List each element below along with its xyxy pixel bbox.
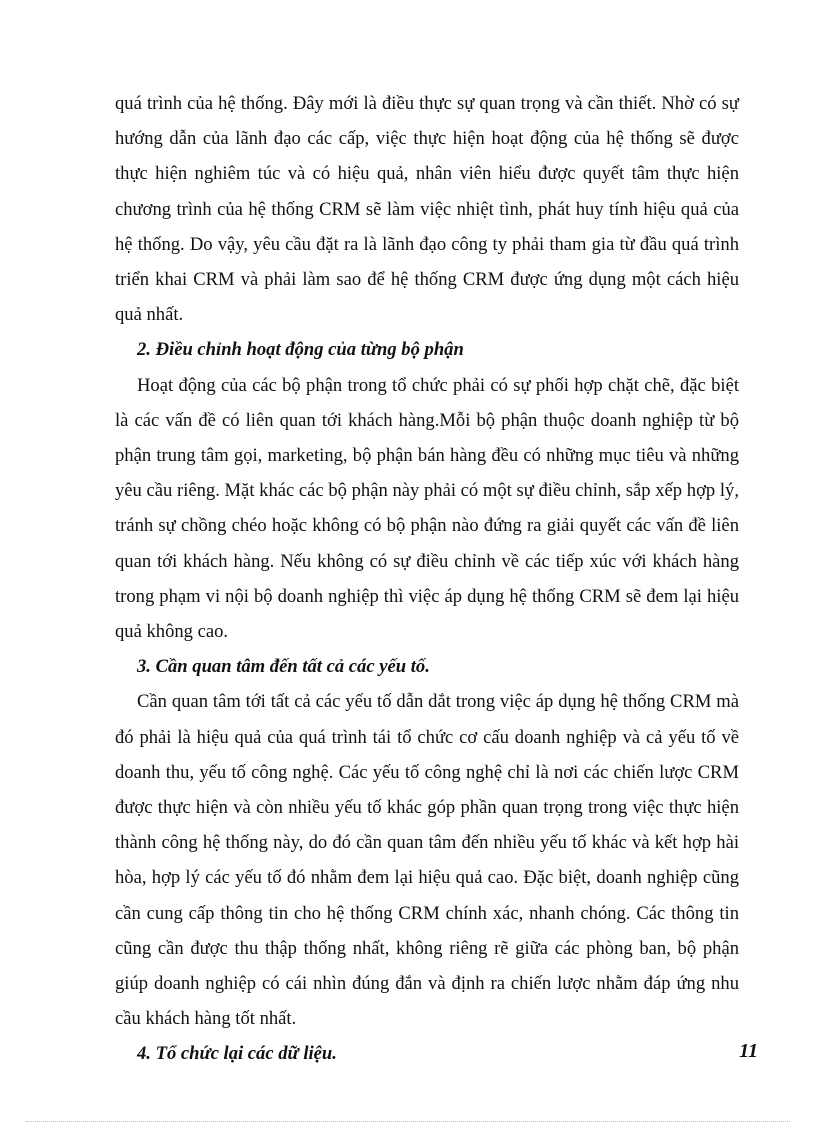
bottom-divider — [26, 1121, 790, 1122]
section-heading-3: 3. Cần quan tâm đến tất cả các yếu tố. — [137, 656, 430, 678]
paragraph-section-2: Hoạt động của các bộ phận trong tổ chức phải có sự phối hợp chặt chẽ, đặc biệt là các vấn đề có liên quan tới khách hàng.Mỗi bộ phận thuộc doanh nghiệp từ bộ phận trung tâm gọi, marketing, bộ phận bán hàng đều có những mục tiêu và những yêu cầu riêng. Mặt khác các bộ phận này phải có một sự điều chỉnh, sắp xếp hợp lý, tránh sự chồng chéo hoặc không có bộ phận nào đứng ra giải quyết các vấn đề liên quan tới khách hàng. Nếu không có sự điều chỉnh về các tiếp xúc với khách hàng trong phạm vi nội bộ doanh nghiệp thì việc áp dụng hệ thống CRM sẽ đem lại hiệu quả không cao. — [115, 374, 739, 643]
section-heading-4: 4. Tổ chức lại các dữ liệu. — [137, 1043, 337, 1065]
paragraph-continuation: quá trình của hệ thống. Đây mới là điều thực sự quan trọng và cần thiết. Nhờ có sự hướng dẫn của lãnh đạo các cấp, việc thực hiện hoạt động của hệ thống sẽ được thực hiện nghiêm túc và có hiệu quả, nhân viên hiểu được quyết tâm thực hiện chương trình của hệ thống CRM sẽ làm việc nhiệt tình, phát huy tính hiệu quả của hệ thống. Do vậy, yêu cầu đặt ra là lãnh đạo công ty phải tham gia từ đầu quá trình triển khai CRM và phải làm sao để hệ thống CRM được ứng dụng một cách hiệu quả nhất. — [115, 93, 739, 326]
page-number: 11 — [739, 1040, 758, 1062]
section-heading-2: 2. Điều chỉnh hoạt động của từng bộ phận — [137, 339, 464, 361]
body-text — [115, 86, 739, 1072]
paragraph-section-3: Cần quan tâm tới tất cả các yếu tố dẫn dắt trong việc áp dụng hệ thống CRM mà đó phải là hiệu quả của quá trình tái tổ chức cơ cấu doanh nghiệp và cả yếu tố về doanh thu, yếu tố công nghệ. Các yếu tố công nghệ chỉ là nơi các chiến lược CRM được thực hiện và còn nhiều yếu tố khác góp phần quan trọng trong việc thực hiện thành công hệ thống này, do đó cần quan tâm đến nhiều yếu tố khác và kết hợp hài hòa, hợp lý các yếu tố đó nhằm đem lại hiệu quả cao. Đặc biệt, doanh nghiệp cũng cần cung cấp thông tin cho hệ thống CRM chính xác, nhanh chóng. Các thông tin cũng cần được thu thập thống nhất, không riêng rẽ giữa các phòng ban, bộ phận giúp doanh nghiệp có cái nhìn đúng đắn và định ra chiến lược nhằm đáp ứng nhu cầu khách hàng tốt nhất. — [115, 691, 739, 1030]
